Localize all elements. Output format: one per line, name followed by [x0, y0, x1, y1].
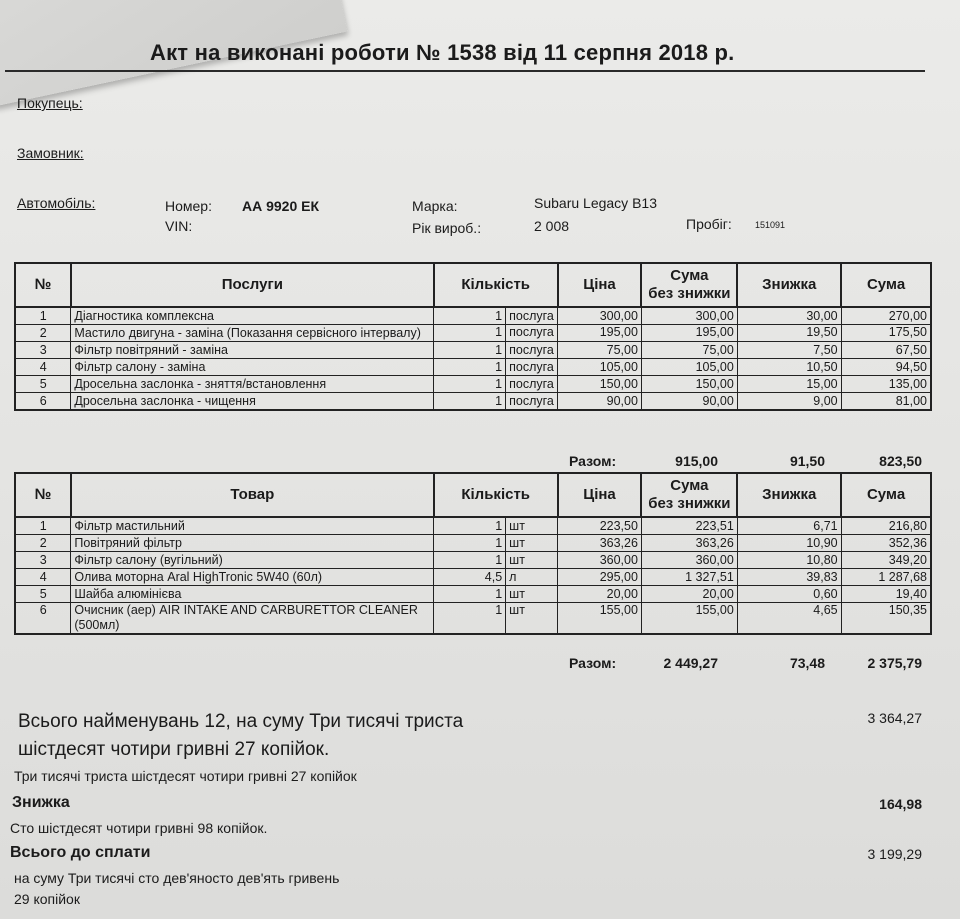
cell-price: 295,00 — [558, 569, 642, 586]
table-row — [15, 307, 931, 325]
cell-name: Фільтр мастильний — [71, 517, 434, 535]
cell-sum: 363,26 — [641, 535, 737, 552]
col-header-discount: Знижка — [737, 263, 841, 307]
cell-unit: шт — [506, 535, 558, 552]
cell-price: 90,00 — [558, 393, 642, 411]
cell-name: Очисник (аер) AIR INTAKE AND CARBURETTOR CLEANER (500мл) — [71, 603, 434, 635]
col-header-name: Послуги — [71, 263, 434, 307]
cell-sum: 75,00 — [641, 342, 737, 359]
cell-total: 135,00 — [841, 376, 931, 393]
cell-qty: 1 — [434, 376, 506, 393]
cell-total: 94,50 — [841, 359, 931, 376]
cell-total: 19,40 — [841, 586, 931, 603]
cell-qty: 1 — [434, 359, 506, 376]
pay-words-line1: на суму Три тисячі сто дев'яносто дев'ять гривень — [14, 870, 340, 886]
cell-unit: шт — [506, 603, 558, 635]
services-total-sum: 915,00 — [675, 453, 718, 469]
col-header-price: Ціна — [558, 473, 642, 517]
customer-label: Замовник: — [17, 145, 84, 161]
cell-sum: 90,00 — [641, 393, 737, 411]
title-underline — [5, 70, 925, 72]
cell-qty: 1 — [434, 393, 506, 411]
cell-total: 352,36 — [841, 535, 931, 552]
discount-label: Знижка — [12, 794, 70, 811]
services-table — [14, 262, 932, 411]
cell-total: 175,50 — [841, 325, 931, 342]
cell-unit: послуга — [506, 393, 558, 411]
goods-table — [14, 472, 932, 635]
cell-no: 6 — [15, 603, 71, 635]
table-row — [15, 552, 931, 569]
cell-name: Діагностика комплексна — [71, 307, 434, 325]
cell-price: 155,00 — [558, 603, 642, 635]
cell-discount: 39,83 — [737, 569, 841, 586]
summary-items-amount: 3 364,27 — [867, 710, 922, 726]
cell-qty: 1 — [434, 517, 506, 535]
cell-no: 1 — [15, 517, 71, 535]
cell-price: 360,00 — [558, 552, 642, 569]
table-row — [15, 517, 931, 535]
col-header-no: № — [15, 263, 71, 307]
cell-price: 300,00 — [558, 307, 642, 325]
cell-price: 20,00 — [558, 586, 642, 603]
col-header-discount: Знижка — [737, 473, 841, 517]
cell-price: 75,00 — [558, 342, 642, 359]
year-label: Рік вироб.: — [412, 220, 482, 236]
cell-unit: послуга — [506, 307, 558, 325]
car-number-label: Номер: — [165, 198, 212, 214]
cell-no: 3 — [15, 342, 71, 359]
discount-words: Сто шістдесят чотири гривні 98 копійок. — [10, 820, 268, 836]
goods-header-row — [15, 473, 931, 517]
cell-name: Фільтр салону - заміна — [71, 359, 434, 376]
goods-total-label: Разом: — [569, 655, 617, 671]
cell-discount: 6,71 — [737, 517, 841, 535]
cell-unit: послуга — [506, 342, 558, 359]
cell-discount: 10,90 — [737, 535, 841, 552]
cell-no: 5 — [15, 376, 71, 393]
cell-total: 150,35 — [841, 603, 931, 635]
table-row — [15, 359, 931, 376]
table-row — [15, 586, 931, 603]
summary-items-line2: шістдесят чотири гривні 27 копійок. — [18, 739, 330, 760]
cell-unit: л — [506, 569, 558, 586]
table-row — [15, 393, 931, 411]
table-row — [15, 342, 931, 359]
col-header-qty: Кількість — [434, 473, 558, 517]
goods-total-sum: 2 449,27 — [663, 655, 718, 671]
services-header-row — [15, 263, 931, 307]
cell-price: 223,50 — [558, 517, 642, 535]
cell-sum: 105,00 — [641, 359, 737, 376]
cell-qty: 1 — [434, 342, 506, 359]
cell-discount: 19,50 — [737, 325, 841, 342]
cell-name: Дросельна заслонка - зняття/встановлення — [71, 376, 434, 393]
summary-items-words: Три тисячі триста шістдесят чотири гривні 27 копійок — [14, 768, 357, 784]
cell-no: 3 — [15, 552, 71, 569]
cell-total: 349,20 — [841, 552, 931, 569]
col-header-qty: Кількість — [434, 263, 558, 307]
vin-label: VIN: — [165, 218, 193, 234]
table-row — [15, 325, 931, 342]
cell-qty: 1 — [434, 307, 506, 325]
table-row — [15, 376, 931, 393]
cell-unit: шт — [506, 586, 558, 603]
mileage-value: 151091 — [755, 220, 786, 230]
services-total-total: 823,50 — [879, 453, 922, 469]
cell-qty: 1 — [434, 535, 506, 552]
cell-no: 5 — [15, 586, 71, 603]
cell-price: 105,00 — [558, 359, 642, 376]
cell-discount: 15,00 — [737, 376, 841, 393]
goods-total-discount: 73,48 — [789, 655, 825, 671]
col-header-sum: Сума без знижки — [641, 473, 737, 517]
cell-no: 2 — [15, 535, 71, 552]
cell-total: 270,00 — [841, 307, 931, 325]
cell-discount: 9,00 — [737, 393, 841, 411]
cell-no: 6 — [15, 393, 71, 411]
cell-sum: 20,00 — [641, 586, 737, 603]
table-row — [15, 535, 931, 552]
cell-unit: послуга — [506, 325, 558, 342]
cell-sum: 1 327,51 — [641, 569, 737, 586]
table-row — [15, 569, 931, 586]
cell-discount: 0,60 — [737, 586, 841, 603]
cell-unit: шт — [506, 552, 558, 569]
services-total-label: Разом: — [569, 453, 617, 469]
cell-qty: 1 — [434, 552, 506, 569]
mileage-label: Пробіг: — [686, 216, 732, 232]
cell-name: Дросельна заслонка - чищення — [71, 393, 434, 411]
col-header-no: № — [15, 473, 71, 517]
col-header-total: Сума — [841, 473, 931, 517]
document-title: Акт на виконані роботи № 1538 від 11 серпня 2018 р. — [150, 40, 735, 65]
cell-name: Олива моторна Aral HighTronic 5W40 (60л) — [71, 569, 434, 586]
cell-total: 81,00 — [841, 393, 931, 411]
year-value: 2 008 — [534, 218, 570, 234]
brand-value: Subaru Legacy B13 — [534, 195, 657, 211]
cell-unit: послуга — [506, 359, 558, 376]
col-header-name: Товар — [71, 473, 434, 517]
services-total-discount: 91,50 — [789, 453, 825, 469]
cell-name: Фільтр повітряний - заміна — [71, 342, 434, 359]
cell-qty: 1 — [434, 603, 506, 635]
car-number: АА 9920 ЕК — [242, 198, 320, 214]
cell-discount: 7,50 — [737, 342, 841, 359]
cell-no: 1 — [15, 307, 71, 325]
cell-name: Повітряний фільтр — [71, 535, 434, 552]
cell-unit: послуга — [506, 376, 558, 393]
cell-price: 363,26 — [558, 535, 642, 552]
buyer-label: Покупець: — [17, 95, 83, 111]
cell-price: 195,00 — [558, 325, 642, 342]
cell-qty: 1 — [434, 586, 506, 603]
cell-discount: 4,65 — [737, 603, 841, 635]
cell-sum: 150,00 — [641, 376, 737, 393]
total-to-pay-label: Всього до сплати — [10, 844, 151, 861]
cell-name: Мастило двигуна - заміна (Показання сервісного інтервалу) — [71, 325, 434, 342]
car-label: Автомобіль: — [17, 195, 96, 211]
cell-no: 2 — [15, 325, 71, 342]
cell-qty: 1 — [434, 325, 506, 342]
brand-label: Марка: — [412, 198, 458, 214]
cell-qty: 4,5 — [434, 569, 506, 586]
col-header-price: Ціна — [558, 263, 642, 307]
col-header-sum: Сума без знижки — [641, 263, 737, 307]
summary-items-line1: Всього найменувань 12, на суму Три тисячі триста — [18, 711, 464, 732]
cell-sum: 155,00 — [641, 603, 737, 635]
cell-sum: 300,00 — [641, 307, 737, 325]
discount-amount: 164,98 — [879, 796, 922, 812]
cell-discount: 10,80 — [737, 552, 841, 569]
total-to-pay-amount: 3 199,29 — [867, 846, 922, 862]
cell-price: 150,00 — [558, 376, 642, 393]
pay-words-line2: 29 копійок — [14, 891, 80, 907]
cell-name: Шайба алюмінієва — [71, 586, 434, 603]
cell-discount: 30,00 — [737, 307, 841, 325]
cell-discount: 10,50 — [737, 359, 841, 376]
cell-sum: 195,00 — [641, 325, 737, 342]
goods-total-total: 2 375,79 — [867, 655, 922, 671]
cell-total: 67,50 — [841, 342, 931, 359]
cell-sum: 223,51 — [641, 517, 737, 535]
table-row — [15, 603, 931, 635]
cell-sum: 360,00 — [641, 552, 737, 569]
cell-total: 1 287,68 — [841, 569, 931, 586]
cell-unit: шт — [506, 517, 558, 535]
col-header-total: Сума — [841, 263, 931, 307]
cell-no: 4 — [15, 569, 71, 586]
cell-no: 4 — [15, 359, 71, 376]
cell-name: Фільтр салону (вугільний) — [71, 552, 434, 569]
cell-total: 216,80 — [841, 517, 931, 535]
